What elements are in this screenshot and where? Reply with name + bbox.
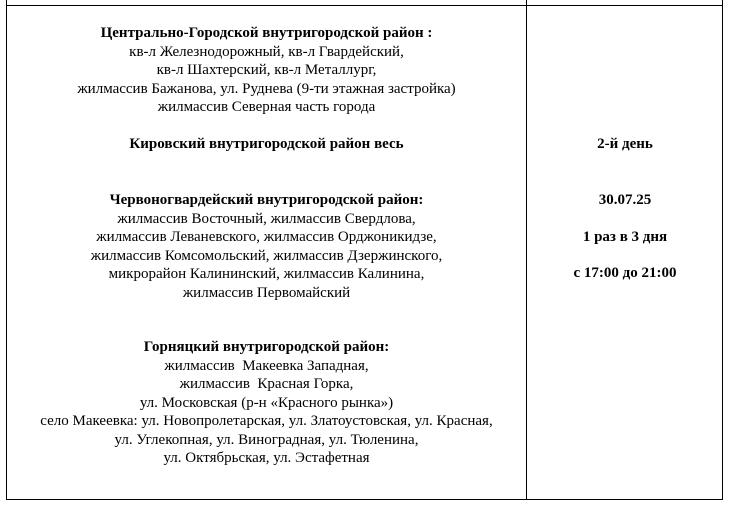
district-line: село Макеевка: ул. Новопролетарская, ул. Златоустовская, ул. Красная, bbox=[40, 413, 493, 429]
table-top-rule bbox=[6, 5, 723, 6]
district-chervonogvardeysky bbox=[7, 191, 526, 302]
district-line: кв-л Железнодорожный, кв-л Гвардейский, bbox=[129, 43, 404, 60]
district-line: ул. Углекопная, ул. Виноградная, ул. Тюленина, bbox=[114, 431, 419, 448]
district-heading: Червоногвардейский внутригородской район: bbox=[109, 192, 424, 208]
district-line: жилмассив Бажанова, ул. Руднева (9-ти этажная застройка) bbox=[77, 80, 456, 97]
district-heading: Центрально-Городской внутригородской район : bbox=[100, 25, 433, 41]
district-kirovsky bbox=[7, 135, 526, 154]
district-heading: Кировский внутригородской район весь bbox=[129, 136, 404, 152]
district-line: кв-л Шахтерский, кв-л Металлург, bbox=[156, 62, 377, 78]
district-line: ул. Октябрьская, ул. Эстафетная bbox=[163, 450, 370, 466]
district-gornyatsky bbox=[7, 338, 526, 468]
schedule-day: 2-й день bbox=[597, 136, 653, 152]
district-line: микрорайон Калининский, жилмассив Калинина, bbox=[108, 266, 425, 282]
column-divider bbox=[526, 0, 527, 500]
district-line: жилмассив Восточный, жилмассив Свердлова, bbox=[117, 210, 416, 227]
district-heading: Горняцкий внутригородской район: bbox=[143, 339, 390, 355]
district-line: жилмассив Комсомольский, жилмассив Дзержинского, bbox=[90, 247, 443, 264]
schedule-time: с 17:00 до 21:00 bbox=[573, 265, 677, 281]
district-line: жилмассив Макеевка Западная, bbox=[164, 357, 369, 374]
district-line: жилмассив Леваневского, жилмассив Орджоникидзе, bbox=[96, 229, 437, 245]
district-line: жилмассив Красная Горка, bbox=[179, 376, 354, 392]
schedule-date: 30.07.25 bbox=[598, 192, 652, 208]
district-line: жилмассив Северная часть города bbox=[157, 99, 376, 115]
district-line: ул. Московская (р-н «Красного рынка») bbox=[139, 394, 394, 411]
district-line: жилмассив Первомайский bbox=[182, 284, 351, 301]
schedule-frequency: 1 раз в 3 дня bbox=[582, 229, 668, 245]
district-central bbox=[7, 24, 526, 117]
